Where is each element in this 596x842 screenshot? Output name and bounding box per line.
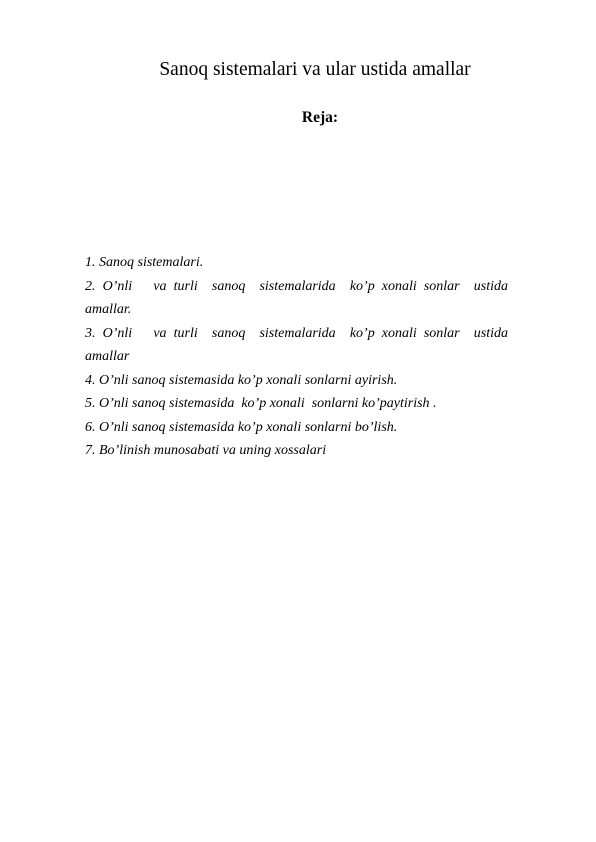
plan-item-1 [85, 251, 508, 275]
plan-item-5 [85, 392, 508, 416]
plan-item-line: 6. O’nli sanoq sistemasida ko’p xonali sonlarni bo’lish. [85, 419, 398, 435]
document-title: Sanoq sistemalari va ular ustida amallar [159, 59, 471, 80]
plan-item-2 [85, 275, 508, 322]
plan-item-6 [85, 416, 508, 440]
plan-item-line: 1. Sanoq sistemalari. [85, 255, 204, 270]
plan-item-line: amallar [85, 349, 130, 364]
plan-item-line: 2. O’nli va turli sanoq sistemalarida ko’p xonali sonlar ustida [85, 278, 508, 294]
plan-item-line: 5. O’nli sanoq sistemasida ko’p xonali sonlarni ko’paytirish . [85, 396, 437, 411]
plan-item-line: 7. Bo’linish munosabati va uning xossalari [85, 443, 327, 458]
plan-item-7 [85, 439, 508, 463]
plan-heading: Reja: [301, 109, 339, 126]
plan-item-line: 4. O’nli sanoq sistemasida ko’p xonali sonlarni ayirish. [85, 372, 398, 388]
plan-item-4 [85, 369, 508, 393]
plan-item-line: 3. O’nli va turli sanoq sistemalarida ko’p xonali sonlar ustida [85, 325, 508, 341]
plan-item-line: amallar. [85, 302, 132, 317]
plan-item-3 [85, 322, 508, 369]
plan-list [85, 251, 508, 463]
